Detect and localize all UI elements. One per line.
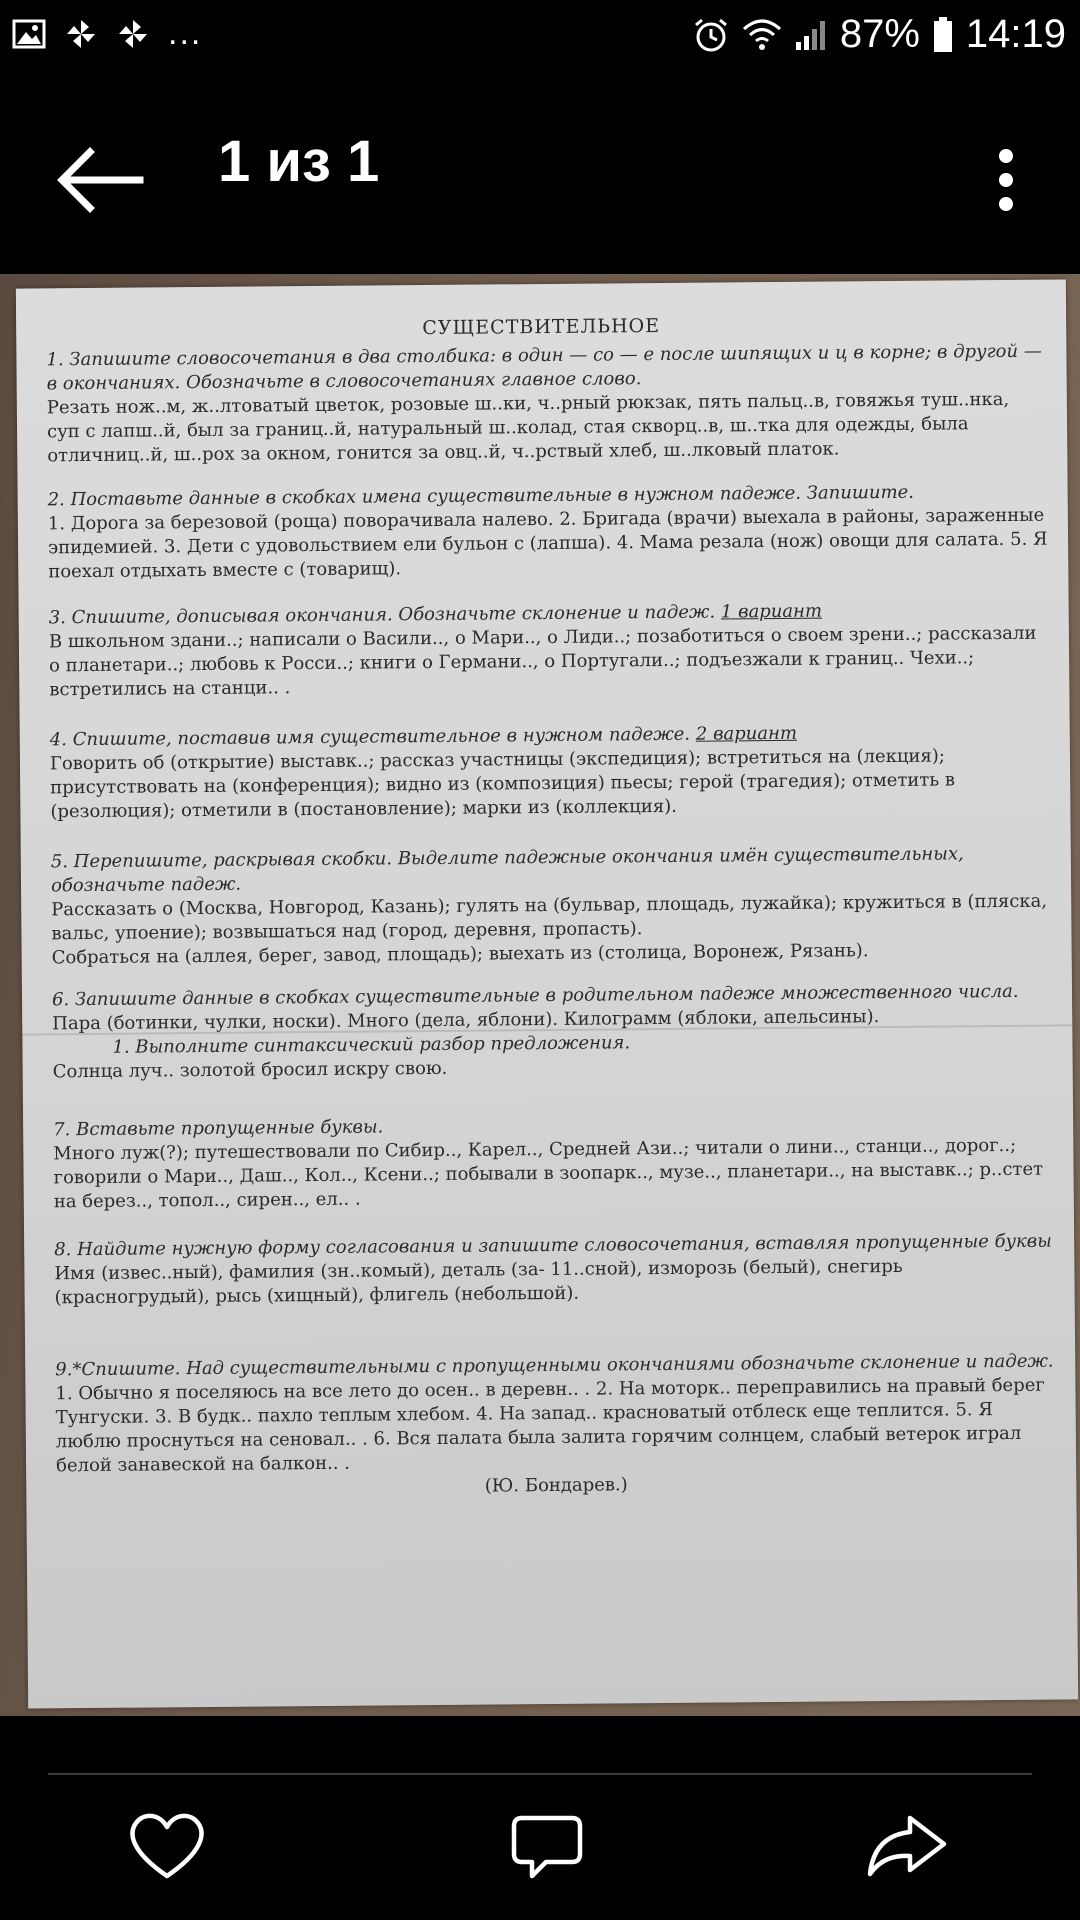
status-right [692,12,1066,57]
status-bar [0,0,1080,78]
alarm-icon [692,16,730,54]
task-5-line-1: Рассказать о (Москва, Новгород, Казань); гулять на (бульвар, площадь, лужайка); кружиться в (пляска, вальс, упоение); возвышаться над (город, деревня, пропасть). [51,890,1048,945]
task-3 [49,598,1050,703]
clock: 14:19 [965,12,1066,56]
task-5 [51,842,1052,971]
task-6-instruction: 6. Запишите данные в скобках существительные в родительном падеже множественного числа. [51,980,1019,1011]
worksheet-paper [16,279,1078,1708]
pinwheel-icon [64,17,98,51]
task-7 [53,1110,1054,1215]
task-3-instruction-text: 3. Спишите, дописывая окончания. Обозначьте склонение и падеж. [48,601,716,629]
task-3-variant: 1 вариант [720,600,823,623]
photo-viewer[interactable] [0,274,1080,1716]
status-overflow: ... [168,14,203,52]
app-bar [0,78,1080,274]
share-button[interactable] [862,1806,952,1886]
task-1-text: Резать нож..м, ж..лтоватый цветок, розовые ш..ки, ч..рный рюкзак, пять пальц..в, говяжья туш..нка, суп с лапш..й, был за границ..й, натуральный ш..колад, стая скворц..в, ш..тка для одежды, была отличниц..й, ш..рох за окном, гонится за овц..й, ч..рствый хлеб, ш..лковый платок. [46,388,1010,467]
task-4-instruction-text: 4. Спишите, поставив имя существительное в нужном падеже. [49,723,691,751]
bottom-bar [0,1716,1080,1920]
battery-icon [932,16,954,54]
heart-icon [122,1806,212,1886]
share-icon [862,1806,952,1886]
task-5-instruction: 5. Перепишите, раскрывая скобки. Выделите падежные окончания имён существительных, обозначьте падеж. [50,843,964,897]
task-9-instruction: 9.*Спишите. Над существительными с пропущенными окончаниями обозначьте склонение и падеж. [55,1350,1054,1381]
divider [48,1773,1032,1775]
more-options-button[interactable] [976,130,1036,230]
task-6-text: Пара (ботинки, чулки, носки). Много (дела, яблони). Килограмм (яблоки, апельсины). [52,1006,880,1035]
document-title: СУЩЕСТВИТЕЛЬНОЕ [422,314,661,340]
page-title: 1 из 1 [218,129,380,194]
signal-icon [794,18,828,52]
task-4-variant: 2 вариант [695,722,798,745]
task-2 [48,480,1049,585]
gallery-icon [12,18,46,50]
signature: (Ю. Бондарев.) [484,1474,628,1497]
task-1 [46,340,1047,469]
task-2-text: 1. Дорога за березовой (роща) поворачивала налево. 2. Бригада (врачи) выехала в районы, зараженные эпидемией. 3. Дети с удовольствием ели бульон с (лапша). 4. Мама резала (нож) овощи для салата. 5. Я поехал отдыхать вместе с (товарищ). [47,504,1048,583]
battery-percent: 87% [839,12,920,56]
task-9-text: 1. Обычно я поселяюсь на все лето до осен.. в деревн.. . 2. На моторк.. переправились на правый берег Тунгуски. 3. В будк.. пахло теплым хлебом. 4. На запад.. красноватый отблеск еще теплится. 5. Я люблю проснуться на сеновал.. . 6. Вся палата была залита горячим солнцем, слабый ветерок играл белой занавеской на балкон.. . [55,1374,1045,1477]
task-3-text: В школьном здани..; написали о Васили.., о Мари.., о Лиди..; позаботиться о своем зрени..; рассказали о планетари..; любовь к Росси..; книги о Германи.., о Португали..; подъезжали к границ.. Чехи..; встретились на станци.. . [48,622,1037,701]
comment-icon [502,1806,592,1886]
pinwheel-icon [116,17,150,51]
task-4 [50,720,1051,825]
arrow-back-icon [50,130,150,230]
wifi-icon [742,17,782,53]
task-5-line-2: Собраться на (аллея, берег, завод, площадь); выехать из (столица, Воронеж, Рязань). [51,940,869,969]
task-8-text: Имя (извес..ный), фамилия (зн..комый), деталь (за- 11..сной), изморозь (белый), снегирь (красногрудый), рысь (хищный), флигель (небольшой). [54,1255,903,1309]
status-left [12,14,202,53]
favorite-button[interactable] [122,1806,212,1886]
task-7-instruction: 7. Вставьте пропущенные буквы. [53,1116,384,1141]
back-button[interactable] [50,130,150,230]
task-9 [55,1350,1056,1503]
task-7-text: Много луж(?); путешествовали по Сибир.., Карел.., Средней Ази..; читали о лини.., станци.., дорог..; говорили о Мари.., Даш.., Кол.., Ксени..; побывали в зоопарк.., музе.., планетари.., на выставк..; р..стет на берез.., топол.., сирен.., ел.. . [53,1134,1044,1213]
task-4-text: Говорить об (открытие) выставк..; рассказ участницы (экспедиция); встретиться на (лекция); присутствовать на (конференция); видно из (композиция) пьесы; герой (трагедия); отметить в (резолюция); отметили в (постановление); марки из (коллекция). [49,745,956,823]
more-vert-icon [976,130,1036,230]
task-syntax-instruction: 1. Выполните синтаксический разбор предложения. [112,1032,631,1058]
task-2-instruction: 2. Поставьте данные в скобках имена существительные в нужном падеже. Запишите. [47,481,915,511]
task-8-instruction: 8. Найдите нужную форму согласования и запишите словосочетания, вставляя пропущенные буквы [54,1230,1052,1261]
task-syntax-text: Солнца луч.. золотой бросил искру свою. [52,1057,448,1083]
task-1-instruction: 1. Запишите словосочетания в два столбика: в один — со — е после шипящих и ц в корне; в другой — в окончаниях. Обозначьте в словосочетаниях главное слово. [46,340,1042,395]
comment-button[interactable] [502,1806,592,1886]
task-6 [52,980,1053,1085]
task-8 [54,1230,1055,1311]
